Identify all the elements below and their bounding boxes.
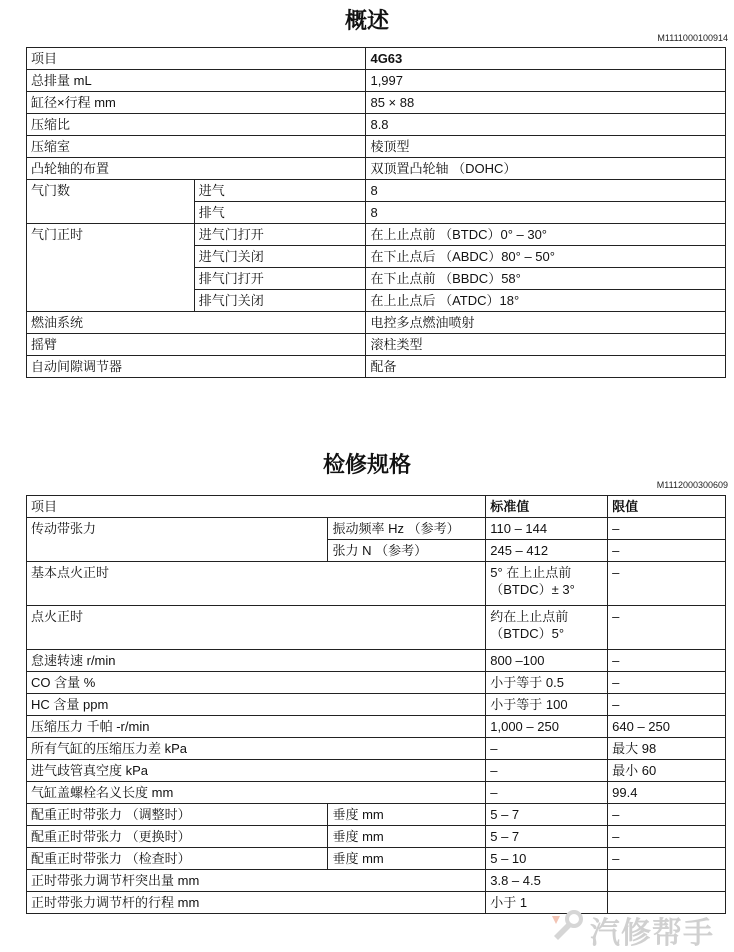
- watermark: [540, 902, 734, 951]
- table-row: CO 含量 % 小于等于 0.5 –: [27, 672, 726, 694]
- overview-table: [26, 47, 726, 378]
- table-row: 气门正时 进气门打开 在上止点前 （BTDC）0° – 30°: [27, 224, 726, 246]
- service-spec-code: M1112000300609: [656, 480, 728, 490]
- table-row: 燃油系统 电控多点燃油喷射: [27, 312, 726, 334]
- table-row: 凸轮轴的布置 双顶置凸轮轴 （DOHC）: [27, 158, 726, 180]
- table-header: [27, 48, 726, 70]
- table-row: 进气歧管真空度 kPa – 最小 60: [27, 760, 726, 782]
- table-row: HC 含量 ppm 小于等于 100 –: [27, 694, 726, 716]
- table-row: 摇臂 滚柱类型: [27, 334, 726, 356]
- table-row: 总排量 mL 1,997: [27, 70, 726, 92]
- table-row: 压缩比 8.8: [27, 114, 726, 136]
- table-row: 气缸盖螺栓名义长度 mm – 99.4: [27, 782, 726, 804]
- table-row: 配重正时带张力 （调整时） 垂度 mm 5 – 7 –: [27, 804, 726, 826]
- table-row: 正时带张力调节杆的行程 mm 小于 1: [27, 892, 726, 914]
- table-row: 气门数 进气 8: [27, 180, 726, 202]
- table-row: 压缩室 棱顶型: [27, 136, 726, 158]
- watermark-text: 汽修帮手: [590, 916, 714, 951]
- wrench-logo-icon: [550, 910, 584, 942]
- table-row: 张力 N （参考） 245 – 412 –: [27, 540, 726, 562]
- service-spec-table: [26, 495, 726, 914]
- header-item: 项目: [27, 48, 366, 70]
- table-row: 进气门关闭 在下止点后 （ABDC）80° – 50°: [27, 246, 726, 268]
- table-row: 自动间隙调节器 配备: [27, 356, 726, 378]
- table-row: 压缩压力 千帕 -r/min 1,000 – 250 640 – 250: [27, 716, 726, 738]
- table-row: 排气门打开 在下止点前 （BBDC）58°: [27, 268, 726, 290]
- table-row: 配重正时带张力 （检查时） 垂度 mm 5 – 10 –: [27, 848, 726, 870]
- overview-code: M1111000100914: [657, 33, 728, 43]
- table-row: 配重正时带张力 （更换时） 垂度 mm 5 – 7 –: [27, 826, 726, 848]
- table-row: 正时带张力调节杆突出量 mm 3.8 – 4.5: [27, 870, 726, 892]
- table-row: 所有气缸的压缩压力差 kPa – 最大 98: [27, 738, 726, 760]
- table-header: 项目 标准值 限值: [27, 496, 726, 518]
- table-row: 基本点火正时 5° 在上止点前 （BTDC）± 3° –: [27, 562, 726, 606]
- table-row: 点火正时 约在上止点前 （BTDC）5° –: [27, 606, 726, 650]
- table-row: 传动带张力 振动频率 Hz （参考） 110 – 144 –: [27, 518, 726, 540]
- overview-title: 概述: [344, 9, 389, 34]
- table-row: 排气门关闭 在上止点后 （ATDC）18°: [27, 290, 726, 312]
- service-spec-title: 检修规格: [322, 453, 411, 478]
- header-engine: 4G63: [366, 48, 726, 70]
- table-row: 缸径×行程 mm 85 × 88: [27, 92, 726, 114]
- table-row: 排气 8: [27, 202, 726, 224]
- table-row: 怠速转速 r/min 800 –100 –: [27, 650, 726, 672]
